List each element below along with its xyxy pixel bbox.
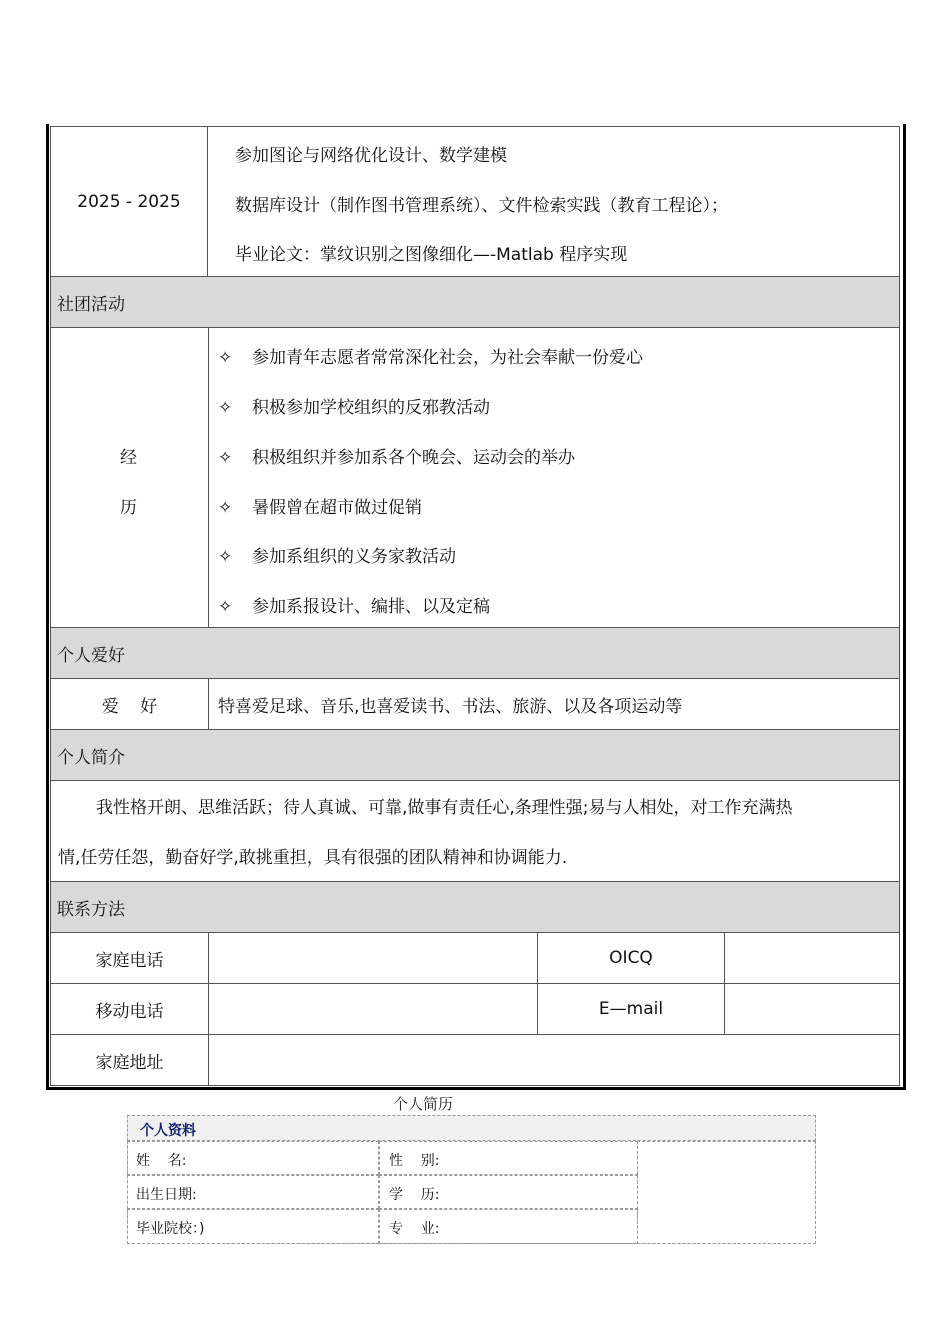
list-item: ✧ 暑假曾在超市做过促销 xyxy=(218,498,422,518)
profile-name-label: 姓 名: xyxy=(136,1153,187,1169)
education-period-cell xyxy=(50,126,208,277)
star-bullet-icon: ✧ xyxy=(218,547,233,567)
club-label-cell xyxy=(50,327,209,628)
address-value xyxy=(208,1034,900,1086)
star-bullet-icon: ✧ xyxy=(218,448,233,468)
star-bullet-icon: ✧ xyxy=(218,348,233,368)
star-bullet-icon: ✧ xyxy=(218,398,233,418)
home-phone-value xyxy=(208,932,538,984)
profile-title: 个人资料 xyxy=(140,1123,196,1139)
club-list xyxy=(208,327,900,628)
star-bullet-icon: ✧ xyxy=(218,498,233,518)
profile-school-label: 毕业院校：) xyxy=(136,1221,205,1237)
education-line-2: 数据库设计（制作图书管理系统）、文件检索实践（教育工程论）； xyxy=(235,196,728,216)
section-title-contact: 联系方法 xyxy=(50,881,900,933)
profile-title-cell xyxy=(127,1115,816,1141)
hobby-label: 爱 好 xyxy=(101,696,158,717)
profile-name-cell xyxy=(127,1141,379,1175)
profile-degree-label: 学 历: xyxy=(389,1187,440,1203)
mobile-label: 移动电话 xyxy=(50,983,209,1035)
oicq-value xyxy=(724,932,900,984)
section-title-club: 社团活动 xyxy=(50,276,900,328)
profile-major-cell xyxy=(379,1209,638,1244)
star-bullet-icon: ✧ xyxy=(218,597,233,617)
mobile-value xyxy=(208,983,538,1035)
oicq-label: OICQ xyxy=(537,932,725,984)
list-item: ✧ 参加青年志愿者常常深化社会，为社会奉献一份爱心 xyxy=(218,348,643,368)
list-item: ✧ 参加系组织的义务家教活动 xyxy=(218,547,456,567)
profile-birth-cell xyxy=(127,1175,379,1209)
address-label: 家庭地址 xyxy=(50,1034,209,1086)
profile-gender-cell xyxy=(379,1141,638,1175)
education-line-1: 参加图论与网络优化设计、数学建模 xyxy=(235,146,507,166)
intro-line-2: 情,任劳任怨，勤奋好学,敢挑重担，具有很强的团队精神和协调能力. xyxy=(58,848,568,868)
email-label: E—mail xyxy=(537,983,725,1035)
profile-gender-label: 性 别: xyxy=(389,1153,440,1169)
education-period: 2025 - 2025 xyxy=(77,191,181,212)
home-phone-label: 家庭电话 xyxy=(50,932,209,984)
email-value xyxy=(724,983,900,1035)
profile-major-label: 专 业: xyxy=(389,1221,440,1237)
profile-degree-cell xyxy=(379,1175,638,1209)
club-label-1: 经 xyxy=(120,448,137,468)
section-title-hobby: 个人爱好 xyxy=(50,627,900,679)
profile-birth-label: 出生日期: xyxy=(136,1187,197,1203)
hobby-label-cell xyxy=(50,678,209,730)
page-caption: 个人简历 xyxy=(392,1095,453,1113)
education-line-3: 毕业论文：掌纹识别之图像细化—-Matlab 程序实现 xyxy=(235,245,628,265)
club-label-2: 历 xyxy=(120,498,137,518)
section-title-intro: 个人简介 xyxy=(50,729,900,781)
intro-line-1: 我性格开朗、思维活跃；待人真诚、可靠,做事有责任心,条理性强;易与人相处，对工作充满热 xyxy=(96,798,793,818)
profile-photo-cell xyxy=(637,1141,816,1244)
list-item: ✧ 积极组织并参加系各个晚会、运动会的举办 xyxy=(218,448,575,468)
hobby-text: 特喜爱足球、音乐,也喜爱读书、书法、旅游、以及各项运动等 xyxy=(208,678,900,730)
list-item: ✧ 积极参加学校组织的反邪教活动 xyxy=(218,398,490,418)
list-item: ✧ 参加系报设计、编排、以及定稿 xyxy=(218,597,490,617)
profile-school-cell xyxy=(127,1209,379,1244)
intro-cell xyxy=(50,780,900,882)
education-detail-cell xyxy=(207,126,900,277)
